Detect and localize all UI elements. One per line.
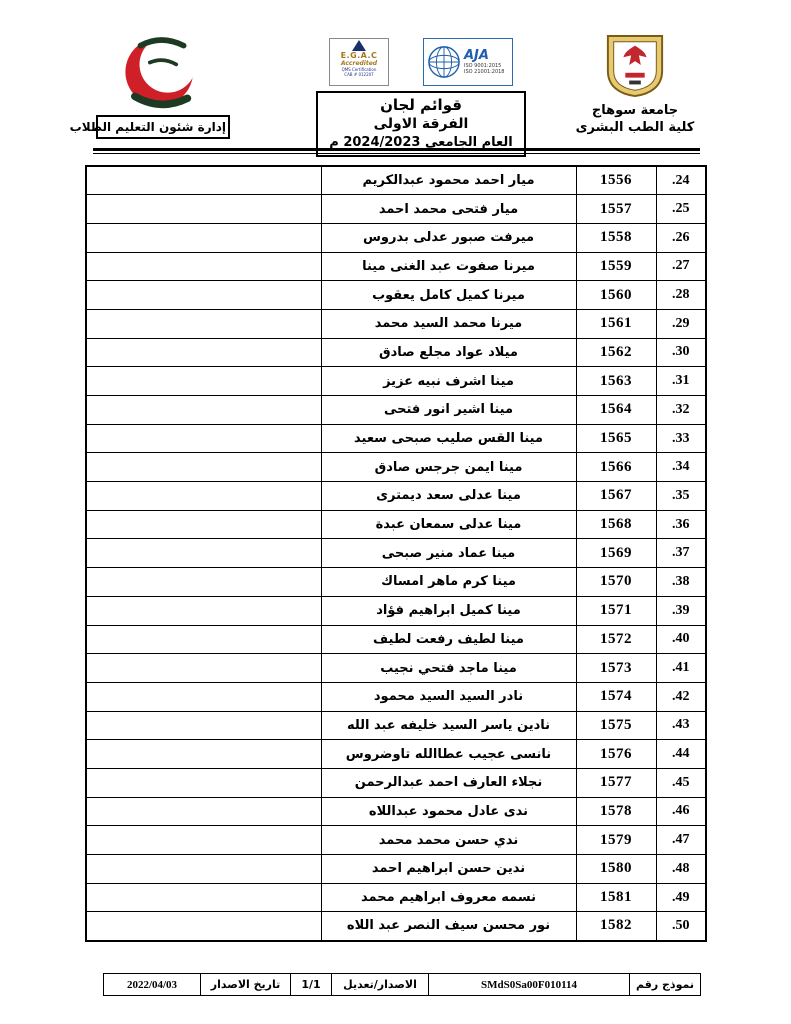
row-number-cell: 46. [656, 797, 706, 826]
student-id-cell: 1580 [576, 855, 656, 884]
student-row [86, 912, 706, 941]
row-number-cell: 30. [656, 338, 706, 367]
student-name-cell: ميرنا محمد السيد محمد [321, 309, 576, 338]
header-divider [93, 148, 700, 154]
header-center-block [316, 38, 526, 157]
student-id-cell: 1562 [576, 338, 656, 367]
aja-iso-line-1: ISO 9001:2015 [464, 63, 502, 69]
signature-cell [86, 883, 321, 912]
signature-cell [86, 740, 321, 769]
signature-cell [86, 768, 321, 797]
student-row [86, 223, 706, 252]
student-row [86, 424, 706, 453]
student-row [86, 453, 706, 482]
row-number-cell: 50. [656, 912, 706, 941]
student-name-cell: ميرنا كميل كامل يعقوب [321, 281, 576, 310]
egac-subtitle: Accredited [340, 60, 378, 67]
aja-logo [423, 38, 513, 86]
student-row [86, 883, 706, 912]
row-number-cell: 40. [656, 625, 706, 654]
student-id-cell: 1558 [576, 223, 656, 252]
red-crescent-logo-icon [116, 30, 210, 112]
student-id-cell: 1578 [576, 797, 656, 826]
row-number-cell: 38. [656, 568, 706, 597]
student-name-cell: نجلاء العارف احمد عبدالرحمن [321, 768, 576, 797]
row-number-cell: 31. [656, 367, 706, 396]
student-name-cell: ندين حسن ابراهيم احمد [321, 855, 576, 884]
student-name-cell: ميار فتحى محمد احمد [321, 195, 576, 224]
student-row [86, 539, 706, 568]
student-name-cell: مينا عماد منير صبحى [321, 539, 576, 568]
accreditation-logos [316, 38, 526, 90]
student-name-cell: نادين ياسر السيد خليفه عبد الله [321, 711, 576, 740]
signature-cell [86, 510, 321, 539]
student-name-cell: نادر السيد السيد محمود [321, 682, 576, 711]
signature-cell [86, 223, 321, 252]
faculty-name: كلية الطب البشرى [575, 120, 695, 135]
row-number-cell: 36. [656, 510, 706, 539]
signature-cell [86, 596, 321, 625]
student-name-cell: مينا ايمن جرجس صادق [321, 453, 576, 482]
student-row [86, 682, 706, 711]
students-table-body [86, 166, 706, 941]
row-number-cell: 37. [656, 539, 706, 568]
student-row [86, 482, 706, 511]
student-id-cell: 1568 [576, 510, 656, 539]
footer-table [103, 973, 701, 996]
student-id-cell: 1576 [576, 740, 656, 769]
student-row [86, 568, 706, 597]
version-label: الاصدار/تعديل [332, 974, 429, 996]
row-number-cell: 41. [656, 654, 706, 683]
student-row [86, 797, 706, 826]
student-row [86, 281, 706, 310]
student-name-cell: ميار احمد محمود عبدالكريم [321, 166, 576, 195]
signature-cell [86, 568, 321, 597]
student-row [86, 625, 706, 654]
signature-cell [86, 711, 321, 740]
student-row [86, 367, 706, 396]
signature-cell [86, 309, 321, 338]
academic-year-title: العام الجامعي 2024/2023 م [329, 135, 513, 150]
student-row [86, 711, 706, 740]
student-row [86, 855, 706, 884]
student-name-cell: مينا ماجد فتحي نجيب [321, 654, 576, 683]
issue-date-value: 2022/04/03 [104, 974, 201, 996]
row-number-cell: 35. [656, 482, 706, 511]
student-name-cell: مينا عدلى سمعان عبدة [321, 510, 576, 539]
student-id-cell: 1575 [576, 711, 656, 740]
student-id-cell: 1565 [576, 424, 656, 453]
row-number-cell: 43. [656, 711, 706, 740]
signature-cell [86, 195, 321, 224]
row-number-cell: 39. [656, 596, 706, 625]
footer-row [104, 974, 701, 996]
student-name-cell: ميرنا صفوت عبد الغنى مينا [321, 252, 576, 281]
row-number-cell: 33. [656, 424, 706, 453]
student-id-cell: 1574 [576, 682, 656, 711]
student-row [86, 768, 706, 797]
row-number-cell: 48. [656, 855, 706, 884]
form-number-value: SMdS0Sa00F010114 [429, 974, 630, 996]
aja-iso-line-2: ISO 21001:2018 [464, 69, 505, 75]
signature-cell [86, 252, 321, 281]
student-name-cell: ميلاد عواد مجلع صادق [321, 338, 576, 367]
student-name-cell: نسمه معروف ابراهيم محمد [321, 883, 576, 912]
signature-cell [86, 338, 321, 367]
signature-cell [86, 855, 321, 884]
student-row [86, 309, 706, 338]
issue-date-label: تاريخ الاصدار [201, 974, 291, 996]
row-number-cell: 32. [656, 396, 706, 425]
student-row [86, 654, 706, 683]
student-id-cell: 1557 [576, 195, 656, 224]
aja-title: AJA [464, 48, 489, 63]
student-name-cell: مينا اشير انور فتحى [321, 396, 576, 425]
student-name-cell: ميرفت صبور عدلى بدروس [321, 223, 576, 252]
student-id-cell: 1560 [576, 281, 656, 310]
row-number-cell: 44. [656, 740, 706, 769]
signature-cell [86, 625, 321, 654]
row-number-cell: 29. [656, 309, 706, 338]
signature-cell [86, 539, 321, 568]
student-name-cell: ندي حسن محمد محمد [321, 826, 576, 855]
row-number-cell: 24. [656, 166, 706, 195]
row-number-cell: 42. [656, 682, 706, 711]
row-number-cell: 27. [656, 252, 706, 281]
egac-emblem-icon [352, 40, 366, 51]
university-shield-icon [604, 34, 666, 98]
student-row [86, 510, 706, 539]
form-number-label: نموذج رقم [630, 974, 701, 996]
row-number-cell: 49. [656, 883, 706, 912]
student-name-cell: مينا كرم ماهر امساك [321, 568, 576, 597]
student-id-cell: 1570 [576, 568, 656, 597]
student-id-cell: 1556 [576, 166, 656, 195]
signature-cell [86, 482, 321, 511]
row-number-cell: 28. [656, 281, 706, 310]
student-row [86, 195, 706, 224]
grade-title: الفرقة الاولى [373, 116, 469, 132]
student-id-cell: 1573 [576, 654, 656, 683]
student-name-cell: مينا القس صليب صبحى سعيد [321, 424, 576, 453]
student-id-cell: 1579 [576, 826, 656, 855]
signature-cell [86, 281, 321, 310]
row-number-cell: 26. [656, 223, 706, 252]
signature-cell [86, 654, 321, 683]
student-id-cell: 1572 [576, 625, 656, 654]
signature-cell [86, 826, 321, 855]
student-row [86, 596, 706, 625]
student-name-cell: مينا كميل ابراهيم فؤاد [321, 596, 576, 625]
signature-cell [86, 166, 321, 195]
student-row [86, 252, 706, 281]
row-number-cell: 45. [656, 768, 706, 797]
version-value: 1/1 [291, 974, 332, 996]
row-number-cell: 34. [656, 453, 706, 482]
student-id-cell: 1561 [576, 309, 656, 338]
aja-globe-icon [427, 45, 461, 79]
egac-cab-line: CAB # 012207 [344, 72, 374, 77]
document-title: قوائم لجان [380, 96, 462, 114]
admin-department-label: إدارة شئون التعليم الطلاب [96, 115, 230, 139]
student-name-cell: نور محسن سيف النصر عبد اللاه [321, 912, 576, 941]
egac-cert-line: QMS Certification [341, 67, 377, 72]
student-name-cell: نانسى عجيب عطاالله تاوضروس [321, 740, 576, 769]
student-id-cell: 1577 [576, 768, 656, 797]
student-id-cell: 1566 [576, 453, 656, 482]
student-row [86, 166, 706, 195]
signature-cell [86, 797, 321, 826]
student-id-cell: 1581 [576, 883, 656, 912]
signature-cell [86, 424, 321, 453]
aja-text-block [464, 49, 505, 75]
admin-block [69, 30, 230, 139]
student-name-cell: مينا لطيف رفعت لطيف [321, 625, 576, 654]
student-id-cell: 1559 [576, 252, 656, 281]
student-id-cell: 1569 [576, 539, 656, 568]
students-table [85, 165, 707, 942]
signature-cell [86, 912, 321, 941]
row-number-cell: 47. [656, 826, 706, 855]
student-name-cell: مينا اشرف نبيه عزيز [321, 367, 576, 396]
row-number-cell: 25. [656, 195, 706, 224]
student-name-cell: ندى عادل محمود عبداللاه [321, 797, 576, 826]
egac-title: E.G.A.C [340, 51, 378, 60]
signature-cell [86, 682, 321, 711]
student-id-cell: 1567 [576, 482, 656, 511]
student-id-cell: 1582 [576, 912, 656, 941]
signature-cell [86, 453, 321, 482]
student-row [86, 396, 706, 425]
student-row [86, 338, 706, 367]
student-name-cell: مينا عدلى سعد ديمترى [321, 482, 576, 511]
student-row [86, 740, 706, 769]
university-block [565, 34, 705, 136]
student-id-cell: 1564 [576, 396, 656, 425]
signature-cell [86, 396, 321, 425]
student-id-cell: 1563 [576, 367, 656, 396]
university-name: جامعة سوهاج [591, 103, 679, 118]
egac-logo [329, 38, 389, 86]
signature-cell [86, 367, 321, 396]
student-id-cell: 1571 [576, 596, 656, 625]
student-row [86, 826, 706, 855]
